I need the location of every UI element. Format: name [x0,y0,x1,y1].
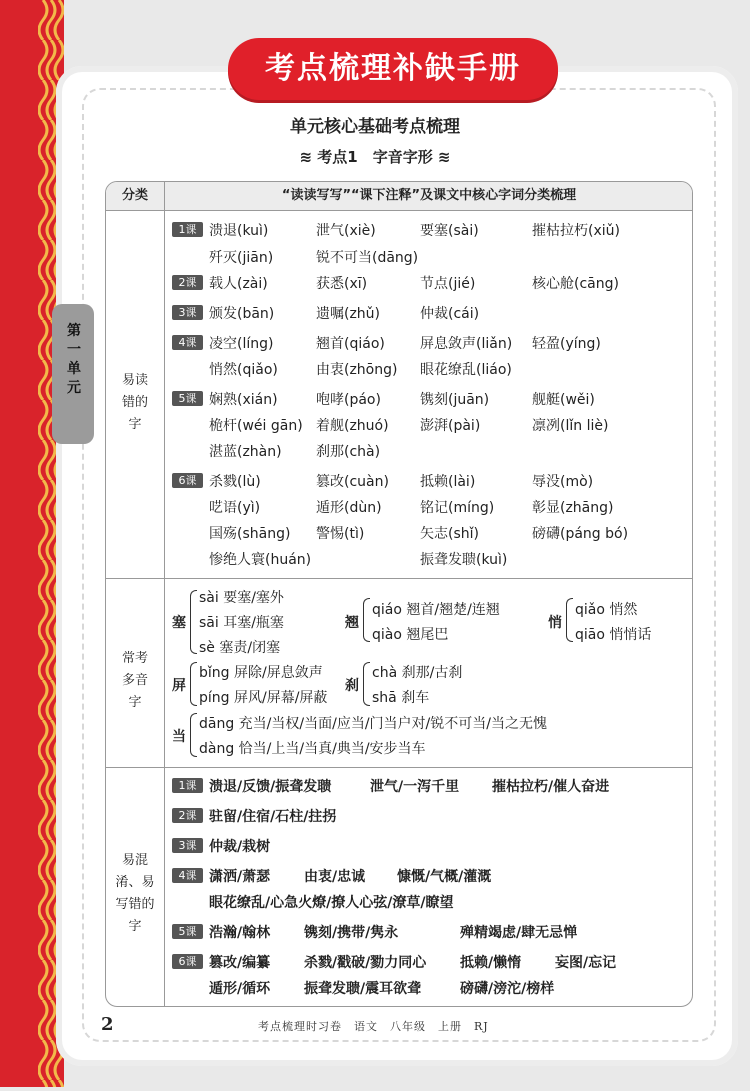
reading-item: 湛蓝(zhàn) [209,444,282,460]
reading-item: 磅礴(páng bó) [532,526,629,542]
confusable-group: 妄图/忘记 [555,955,617,971]
polyphone-reading: shā 刹车 [372,690,430,706]
header-category: 分类 [121,188,148,203]
polyphone-reading: qiáo 翘首/翘楚/连翘 [372,602,500,618]
confusable-group: 驻留/住宿/石柱/拄拐 [209,809,337,825]
confusable-group: 镌刻/携带/隽永 [304,925,399,941]
brace [566,598,573,642]
lesson-tag: 6课 [172,954,203,969]
polyphone-char: 屏 [172,678,186,694]
reading-item: 载人(zài) [209,276,268,292]
confusable-group: 遁形/循环 [209,981,271,997]
reading-item: 惨绝人寰(huán) [209,552,312,568]
page-number: 2 [101,1014,114,1035]
lesson-tag: 6课 [172,473,203,488]
reading-item: 仲裁(cái) [420,306,480,322]
reading-item: 由衷(zhōng) [316,362,398,378]
confusable-group: 眼花缭乱/心急火燎/撩人心弦/潦草/瞭望 [209,895,454,911]
reading-item: 咆哮(páo) [316,392,381,408]
lesson-tag: 3课 [172,838,203,853]
reading-item: 锐不可当(dāng) [316,250,419,266]
lesson-tag: 2课 [172,808,203,823]
reading-item: 镌刻(juān) [420,392,490,408]
subsection-title: ≋ 考点1 字音字形 ≋ [299,148,451,166]
confusable-group: 摧枯拉朽/催人奋进 [492,779,610,795]
reading-item: 澎湃(pài) [420,418,481,434]
lesson-tag: 5课 [172,924,203,939]
reading-item: 悄然(qiǎo) [209,362,278,378]
reading-item: 要塞(sài) [420,223,479,239]
section-title: 单元核心基础考点梳理 [290,117,460,137]
reading-item: 着舰(zhuó) [316,418,389,434]
reading-item: 泄气(xiè) [316,223,376,239]
reading-item: 娴熟(xián) [209,392,278,408]
reading-item: 桅杆(wéi gān) [209,418,303,434]
polyphone-reading: bǐng 屏除/屏息敛声 [199,665,323,681]
confusable-group: 泄气/一泻千里 [370,779,460,795]
lesson-tag: 1课 [172,778,203,793]
polyphone-reading: píng 屏风/屏幕/屏蔽 [199,690,328,706]
polyphone-char: 刹 [345,678,359,694]
lesson-tag: 2课 [172,275,203,290]
polyphone-reading: sè 塞责/闭塞 [199,640,281,656]
confusable-group: 仲裁/栽树 [209,839,271,855]
reading-item: 遁形(dùn) [316,500,382,516]
reading-item: 节点(jié) [420,276,476,292]
table-header [106,182,692,211]
polyphone-reading: sài 要塞/塞外 [199,590,284,606]
brace [190,713,197,757]
reading-item: 刹那(chà) [316,444,381,460]
reading-item: 抵赖(lài) [420,474,476,490]
reading-item: 辱没(mò) [532,474,594,490]
reading-item: 溃退(kuì) [209,223,269,239]
polyphone-char: 塞 [172,615,186,631]
reading-item: 凛冽(lǐn liè) [532,418,609,434]
reading-item: 遗嘱(zhǔ) [316,306,381,322]
confusable-group: 潇洒/萧瑟 [209,869,271,885]
polyphone-reading: sāi 耳塞/瓶塞 [199,615,284,631]
brace [190,590,197,654]
confusable-group: 篡改/编纂 [209,955,271,971]
confusable-group: 抵赖/懒惰 [460,955,522,971]
header-description: “读读写写”“课下注释”及课文中核心字词分类梳理 [164,182,693,210]
row-divider [106,578,692,579]
reading-item: 篡改(cuàn) [316,474,389,490]
confusable-group: 浩瀚/翰林 [209,925,271,941]
reading-item: 警惕(tì) [316,526,365,542]
reading-item: 眼花缭乱(liáo) [420,362,512,378]
reading-item: 轻盈(yíng) [532,336,601,352]
reading-item: 获悉(xī) [316,276,368,292]
reading-item: 核心舱(cāng) [532,276,619,292]
reading-item: 矢志(shǐ) [420,526,479,542]
reading-item: 舰艇(wěi) [532,392,595,408]
confusable-group: 溃退/反馈/振聋发聩 [209,779,332,795]
reading-item: 呓语(yì) [209,500,261,516]
brace [190,662,197,706]
reading-item: 歼灭(jiān) [209,250,274,266]
lesson-tag: 4课 [172,335,203,350]
column-divider [164,210,165,1006]
polyphone-char: 当 [172,729,186,745]
reading-item: 颁发(bān) [209,306,275,322]
reading-item: 翘首(qiáo) [316,336,385,352]
lesson-tag: 5课 [172,391,203,406]
lesson-tag: 1课 [172,222,203,237]
polyphone-reading: qiào 翘尾巴 [372,627,449,643]
reading-item: 杀戮(lù) [209,474,261,490]
category-label: 常考多音字 [121,651,148,710]
category-label: 易混淆、易写错的字 [115,853,155,934]
polyphone-reading: dàng 恰当/上当/当真/典当/安步当车 [199,741,426,757]
reading-item: 振聋发聩(kuì) [420,552,508,568]
confusable-group: 慷慨/气概/灌溉 [397,869,492,885]
polyphone-reading: dāng 充当/当权/当面/应当/门当户对/锐不可当/当之无愧 [199,716,547,732]
confusable-group: 振聋发聩/震耳欲聋 [304,981,422,997]
polyphone-char: 悄 [548,615,562,631]
confusable-group: 杀戮/戳破/勠力同心 [304,955,427,971]
confusable-group: 磅礴/滂沱/榜样 [460,981,555,997]
confusable-group: 由衷/忠诚 [304,869,366,885]
polyphone-char: 翘 [345,615,359,631]
row-divider [106,767,692,768]
reading-item: 摧枯拉朽(xiǔ) [532,223,620,239]
polyphone-reading: chà 刹那/古刹 [372,665,463,681]
category-label: 易读错的字 [121,373,148,432]
banner-title: 考点梳理补缺手册 [228,38,558,100]
unit-tab-label: 第一单元 [67,323,81,396]
reading-item: 彰显(zhāng) [532,500,614,516]
footer-text: 考点梳理时习卷 语文 八年级 上册 RJ [258,1020,489,1033]
reading-item: 国殇(shāng) [209,526,291,542]
lesson-tag: 3课 [172,305,203,320]
reading-item: 铭记(míng) [420,500,495,516]
confusable-group: 殚精竭虑/肆无忌惮 [460,925,578,941]
lesson-tag: 4课 [172,868,203,883]
reading-item: 凌空(líng) [209,336,274,352]
polyphone-reading: qiāo 悄悄话 [575,627,652,643]
brace [363,662,370,706]
polyphone-reading: qiǎo 悄然 [575,602,638,618]
reading-item: 屏息敛声(liǎn) [420,336,513,352]
brace [363,598,370,642]
